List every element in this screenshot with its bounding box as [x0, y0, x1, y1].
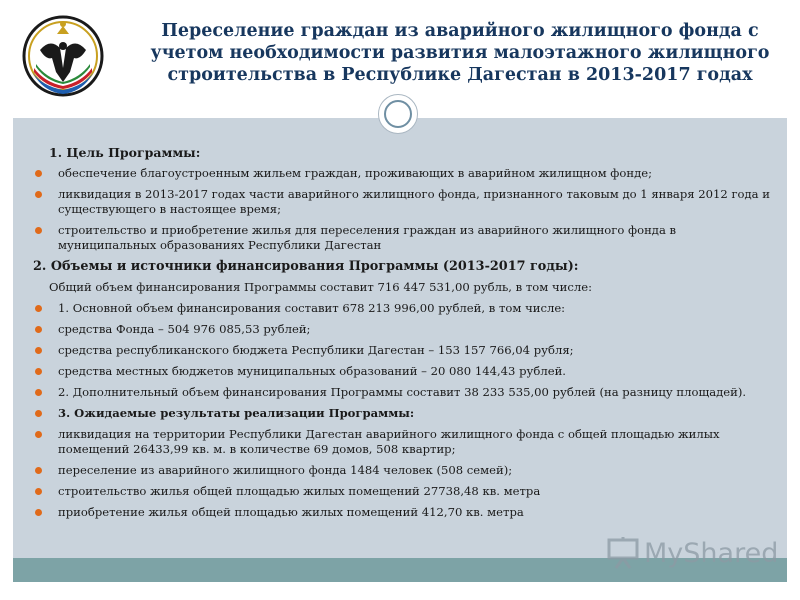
- section3-bullet-1: ликвидация на территории Республики Дагестан аварийного жилищного фонда с общей площадью жилых помещений 26433,99 кв. м. в количестве 69 домов, 508 квартир;: [33, 427, 778, 457]
- watermark: [606, 533, 778, 573]
- slide-content: [33, 145, 778, 526]
- section2-bullet-5: 2. Дополнительный объем финансирования Программы составит 38 233 535,00 рублей (на разницу площадей).: [33, 385, 778, 400]
- watermark-text: MyShared: [644, 537, 779, 569]
- divider-ring-inner: [384, 100, 412, 128]
- section2-bullet-3: средства республиканского бюджета Республики Дагестан – 153 157 766,04 рубля;: [33, 343, 778, 358]
- section3-heading: 3. Ожидаемые результаты реализации Программы:: [33, 406, 778, 421]
- section2-heading: 2. Объемы и источники финансирования Программы (2013-2017 годы):: [33, 259, 579, 274]
- section2-bullet-4: средства местных бюджетов муниципальных образований – 20 080 144,43 рублей.: [33, 364, 778, 379]
- section1-bullet-2: ликвидация в 2013-2017 годах части аварийного жилищного фонда, признанного таковым до 1 января 2012 года и существующего в настоящее время;: [33, 187, 778, 217]
- section3-bullet-2: переселение из аварийного жилищного фонда 1484 человек (508 семей);: [33, 463, 778, 478]
- section2-bullet-2: средства Фонда – 504 976 085,53 рублей;: [33, 322, 778, 337]
- section1-bullet-3: строительство и приобретение жилья для переселения граждан из аварийного жилищного фонда в муниципальных образованиях Республики Дагестан: [33, 223, 778, 253]
- presentation-board-icon: [606, 537, 640, 569]
- section1-heading: 1. Цель Программы:: [49, 145, 201, 160]
- section3-bullet-3: строительство жилья общей площадью жилых помещений 27738,48 кв. метра: [33, 484, 778, 499]
- title-line-3: строительства в Республике Дагестан в 2013-2017 годах: [167, 65, 753, 85]
- section3-bullet-4: приобретение жилья общей площадью жилых помещений 412,70 кв. метра: [33, 505, 778, 520]
- section2-bullet-1: 1. Основной объем финансирования составит 678 213 996,00 рублей, в том числе:: [33, 301, 778, 316]
- title-line-1: Переселение граждан из аварийного жилищного фонда с: [161, 21, 759, 41]
- section1-bullet-1: обеспечение благоустроенным жильем граждан, проживающих в аварийном жилищном фонде;: [33, 166, 778, 181]
- title-line-2: учетом необходимости развития малоэтажного жилищного: [150, 43, 770, 63]
- section2-total: Общий объем финансирования Программы составит 716 447 531,00 рубль, в том числе:: [49, 280, 592, 294]
- page-title: [150, 20, 770, 86]
- dagestan-emblem-icon: [22, 12, 104, 100]
- divider-ring-icon: [378, 94, 418, 134]
